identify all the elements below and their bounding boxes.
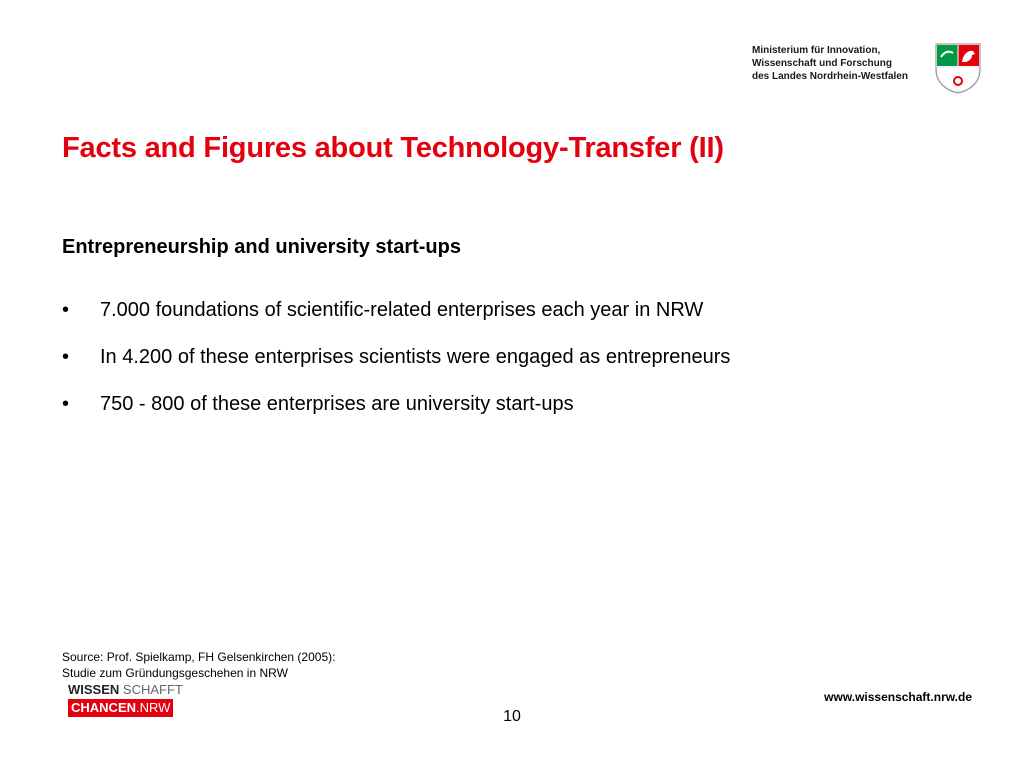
ministry-line: Ministerium für Innovation, <box>752 45 881 56</box>
bullet-text: 750 - 800 of these enterprises are university start-ups <box>100 393 574 415</box>
ministry-line: Wissenschaft und Forschung <box>752 58 892 69</box>
bullet-item <box>62 343 730 390</box>
ministry-name <box>752 44 924 83</box>
slide-subtitle: Entrepreneurship and university start-ups <box>62 236 461 258</box>
nrw-coat-of-arms-icon <box>934 42 982 94</box>
source-citation <box>62 649 335 681</box>
logo-word-wissen: WISSEN <box>68 682 120 697</box>
ministry-line: des Landes Nordrhein-Westfalen <box>752 71 908 82</box>
bullet-text: In 4.200 of these enterprises scientists were engaged as entrepreneurs <box>100 346 731 368</box>
bullet-icon: • <box>62 299 70 321</box>
bullet-list <box>62 296 730 437</box>
logo-word-schafft: SCHAFFT <box>122 682 183 697</box>
page-number: 10 <box>503 708 521 725</box>
source-line: Studie zum Gründungsgeschehen in NRW <box>62 666 288 680</box>
bullet-icon: • <box>62 346 70 368</box>
bullet-item <box>62 390 730 437</box>
footer-url: www.wissenschaft.nrw.de <box>824 690 972 704</box>
bullet-item <box>62 296 730 343</box>
bullet-text: 7.000 foundations of scientific-related enterprises each year in NRW <box>100 299 704 321</box>
slide-title: Facts and Figures about Technology-Transfer (II) <box>62 132 724 164</box>
source-line: Source: Prof. Spielkamp, FH Gelsenkirchen (2005): <box>62 650 336 664</box>
logo-row-top <box>68 682 183 698</box>
logo-word-nrw: .NRW <box>136 700 171 715</box>
logo-word-chancen: CHANCEN <box>71 700 136 715</box>
bullet-icon: • <box>62 393 70 415</box>
